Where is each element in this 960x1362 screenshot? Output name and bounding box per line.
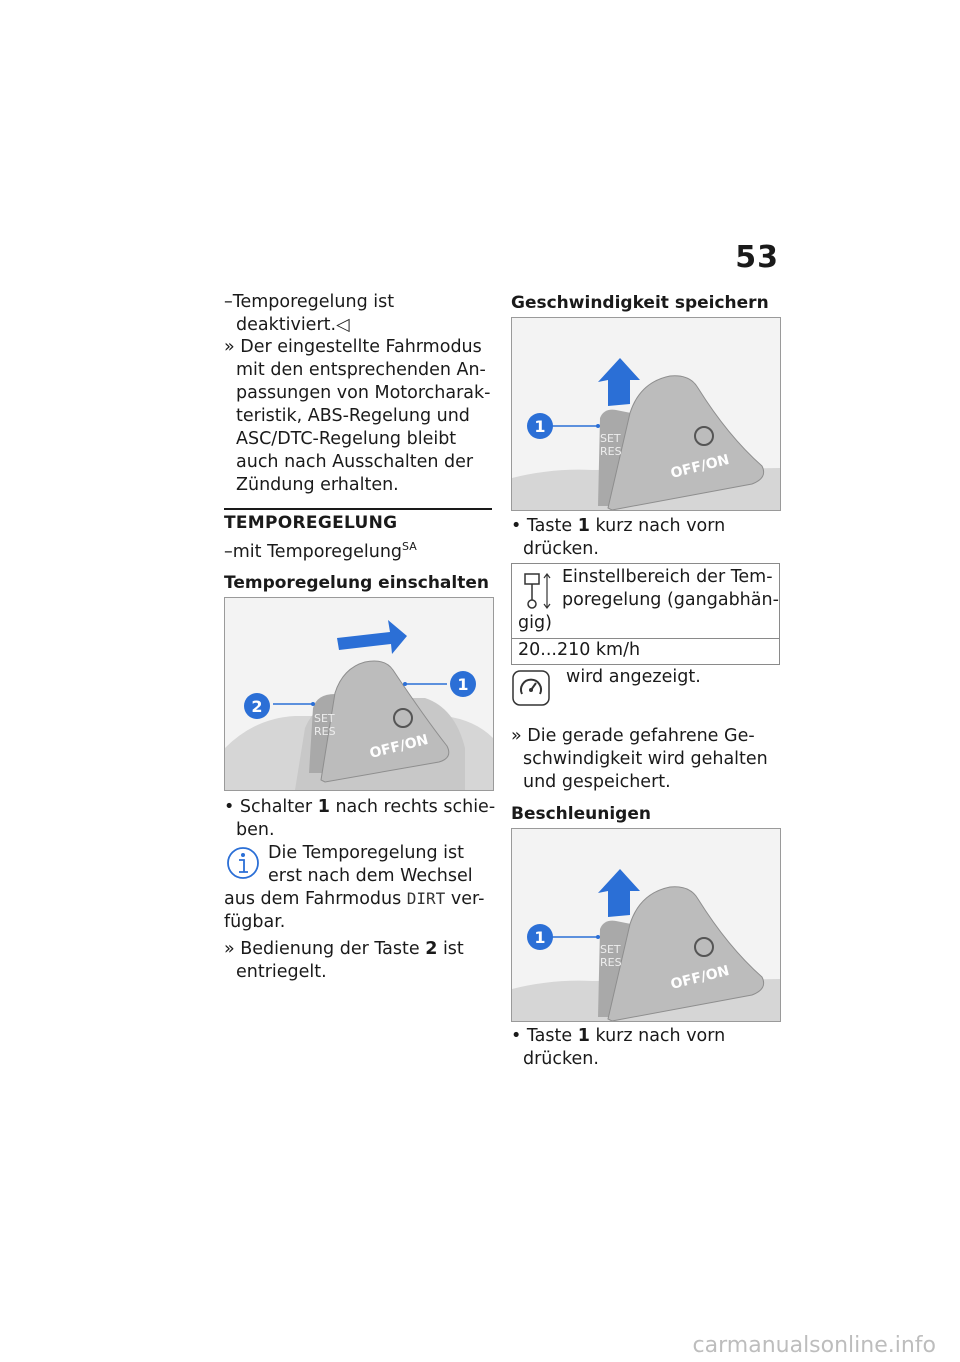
spec-label: Einstellbereich der Tem- <box>562 567 773 587</box>
callout-2: 2 <box>251 697 263 716</box>
figure-switch-forward <box>511 317 781 511</box>
offon-label: OFF/ON <box>669 451 731 482</box>
info-text: erst nach dem Wechsel <box>268 866 473 886</box>
res-label: RES <box>600 956 622 969</box>
step-shift-switch: • Schalter 1 nach rechts schie- <box>224 797 496 817</box>
handlebar-switch-illustration <box>225 598 493 790</box>
result-line: » Die gerade gefahrene Ge- <box>511 726 755 746</box>
result-line: ASC/DTC-Regelung bleibt <box>236 429 457 449</box>
callout-1: 1 <box>534 928 546 947</box>
spec-label: gig) <box>518 613 552 633</box>
set-label: SET <box>600 432 621 445</box>
cruise-control-indicator-icon <box>512 670 550 706</box>
section-divider <box>224 508 492 510</box>
result-line: auch nach Ausschalten der <box>236 452 474 472</box>
condition-line: –Temporegelung ist <box>224 292 395 312</box>
adjustment-range-icon <box>519 570 553 612</box>
subheading-einschalten: Temporegelung einschalten <box>224 573 489 593</box>
res-label: RES <box>600 445 622 458</box>
step-line: ben. <box>236 820 275 840</box>
callout-1: 1 <box>534 417 546 436</box>
watermark: carmanualsonline.info <box>692 1333 936 1358</box>
res-label: RES <box>314 725 336 738</box>
step-line: drücken. <box>523 1049 599 1069</box>
info-text: aus dem Fahrmodus DIRT ver- <box>224 889 485 909</box>
info-text: fügbar. <box>224 912 286 932</box>
info-text: Die Temporegelung ist <box>268 843 465 863</box>
step-line: drücken. <box>523 539 599 559</box>
result-line: » Bedienung der Taste 2 ist <box>224 939 464 959</box>
callout-1: 1 <box>457 675 469 694</box>
subheading-beschleunigen: Beschleunigen <box>511 804 651 824</box>
spec-value: 20...210 km/h <box>518 640 641 660</box>
result-line: mit den entsprechenden An- <box>236 360 486 380</box>
figure-switch-forward-2 <box>511 828 781 1022</box>
subheading-speichern: Geschwindigkeit speichern <box>511 293 769 313</box>
set-label: SET <box>600 943 621 956</box>
condition-line-2: deaktiviert.◁ <box>236 315 350 335</box>
result-line: » Der eingestellte Fahrmodus <box>224 337 482 357</box>
set-label: SET <box>314 712 335 725</box>
result-line: und gespeichert. <box>523 772 671 792</box>
result-line: passungen von Motorcharak- <box>236 383 491 403</box>
offon-label: OFF/ON <box>669 962 731 993</box>
result-line: teristik, ABS-Regelung und <box>236 406 470 426</box>
figure-switch-right <box>224 597 494 791</box>
end-mark-icon: ◁ <box>336 315 350 335</box>
step-press-button: • Taste 1 kurz nach vorn <box>511 516 726 536</box>
result-line: Zündung erhalten. <box>236 475 399 495</box>
result-line: entriegelt. <box>236 962 327 982</box>
spec-label: poregelung (gangabhän- <box>562 590 779 610</box>
info-icon <box>226 846 260 880</box>
page-number: 53 <box>735 240 779 275</box>
result-line: schwindigkeit wird gehalten <box>523 749 768 769</box>
equipment-note: –mit Temporegelung$^{SA}$ <box>224 540 417 562</box>
section-title: TEMPOREGELUNG <box>224 513 398 533</box>
offon-label: OFF/ON <box>368 731 430 762</box>
step-press-button: • Taste 1 kurz nach vorn <box>511 1026 726 1046</box>
indicator-text: wird angezeigt. <box>566 667 701 687</box>
